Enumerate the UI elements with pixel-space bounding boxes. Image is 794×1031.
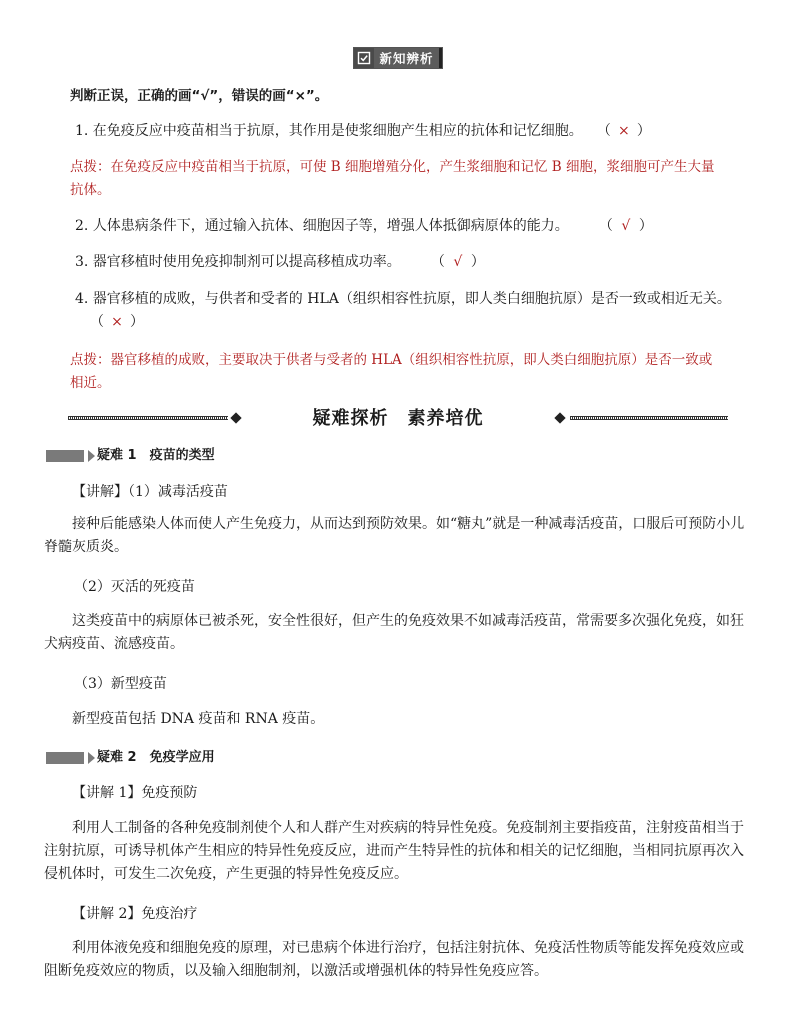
- item-open-paren: （: [430, 254, 445, 270]
- tag-arrow-icon: [88, 752, 95, 764]
- hint-2-line-1: 点拨：器官移植的成败，主要取决于供者与受者的 HLA（组织相容性抗原，即人类白细胞抗原）是否一致或: [70, 352, 713, 368]
- answer-mark: ×: [617, 123, 630, 139]
- judgement-item-4-answer: [90, 312, 144, 332]
- divider-diamond-right: [554, 412, 565, 423]
- difficulty-1-label: 疑难 1 疫苗的类型: [97, 448, 215, 463]
- hint-1-line-1: 点拨：在免疫反应中疫苗相当于抗原，可使 B 细胞增殖分化，产生浆细胞和记忆 B 细胞，浆细胞可产生大量: [70, 159, 715, 175]
- item-close-paren: ）: [470, 254, 485, 270]
- item-close-paren: ）: [636, 123, 651, 139]
- item-close-paren: ）: [130, 314, 144, 330]
- judgement-item-1: [75, 121, 651, 141]
- item-open-paren: （: [90, 314, 104, 330]
- tag-bar: [46, 450, 84, 462]
- answer-mark: √: [621, 218, 631, 234]
- answer-mark: ×: [111, 314, 123, 330]
- item-close-paren: ）: [638, 218, 653, 234]
- item-open-paren: （: [598, 218, 613, 234]
- divider-diamond-left: [230, 412, 241, 423]
- item-open-paren: （: [596, 123, 611, 139]
- answer-mark: √: [453, 254, 463, 270]
- check-document-icon: [354, 48, 374, 68]
- difficulty-2-point-1-head: 【讲解 1】免疫预防: [72, 785, 198, 801]
- item-text: 3. 器官移植时使用免疫抑制剂可以提高移植成功率。: [75, 254, 401, 270]
- divider-rule-right: [570, 416, 728, 420]
- divider-rule-left: [68, 416, 228, 420]
- difficulty-1-point-1-head: 【讲解】（1）减毒活疫苗: [72, 484, 228, 500]
- judgement-item-3: [75, 252, 485, 272]
- difficulty-2-point-2-body: 利用体液免疫和细胞免疫的原理，对已患病个体进行治疗，包括注射抗体、免疫活性物质等能发挥免疫效应或阻断免疫效应的物质，以及输入细胞制剂，以激活或增强机体的特异性免疫应答。: [44, 940, 744, 979]
- badge-edge: [439, 48, 442, 68]
- difficulty-2-point-2-head: 【讲解 2】免疫治疗: [72, 906, 198, 922]
- tag-arrow-icon: [88, 450, 95, 462]
- judgement-item-2: [75, 216, 653, 236]
- difficulty-2-tag: [46, 748, 215, 768]
- judgement-item-4-text: 4. 器官移植的成败，与供者和受者的 HLA（组织相容性抗原，即人类白细胞抗原）是否一致或相近无关。: [75, 291, 731, 307]
- tag-bar: [46, 752, 84, 764]
- difficulty-2-point-1-body: 利用人工制备的各种免疫制剂使个人和人群产生对疾病的特异性免疫。免疫制剂主要指疫苗，注射疫苗相当于注射抗原，可诱导机体产生相应的特异性免疫反应，进而产生特异性的抗体和相关的记忆细胞，当相同抗原再次入侵机体时，可发生二次免疫，产生更强的特异性免疫反应。: [44, 820, 744, 882]
- difficulty-1-point-2-head: （2）灭活的死疫苗: [74, 579, 195, 595]
- section-divider: [68, 406, 728, 432]
- difficulty-1-point-3-body: 新型疫苗包括 DNA 疫苗和 RNA 疫苗。: [72, 711, 325, 727]
- item-text: 2. 人体患病条件下，通过输入抗体、细胞因子等，增强人体抵御病原体的能力。: [75, 218, 569, 234]
- difficulty-2-label: 疑难 2 免疫学应用: [97, 750, 215, 765]
- item-text: 1. 在免疫反应中疫苗相当于抗原，其作用是使浆细胞产生相应的抗体和记忆细胞。: [75, 123, 583, 139]
- hint-1-line-2: 抗体。: [70, 182, 111, 198]
- difficulty-1-point-3-head: （3）新型疫苗: [74, 676, 167, 692]
- badge-label: 新知辨析: [374, 48, 439, 68]
- instruction: 判断正误，正确的画“√”，错误的画“×”。: [70, 88, 329, 104]
- difficulty-1-tag: [46, 446, 215, 466]
- hint-2-line-2: 相近。: [70, 375, 111, 391]
- difficulty-1-point-2-body: 这类疫苗中的病原体已被杀死，安全性很好，但产生的免疫效果不如减毒活疫苗，常需要多次强化免疫，如狂犬病疫苗、流感疫苗。: [44, 613, 744, 652]
- section-title: 疑难探析 素养培优: [312, 408, 484, 429]
- difficulty-1-point-1-body: 接种后能感染人体而使人产生免疫力，从而达到预防效果。如“糖丸”就是一种减毒活疫苗，口服后可预防小儿脊髓灰质炎。: [44, 516, 745, 555]
- section-badge: [353, 47, 443, 69]
